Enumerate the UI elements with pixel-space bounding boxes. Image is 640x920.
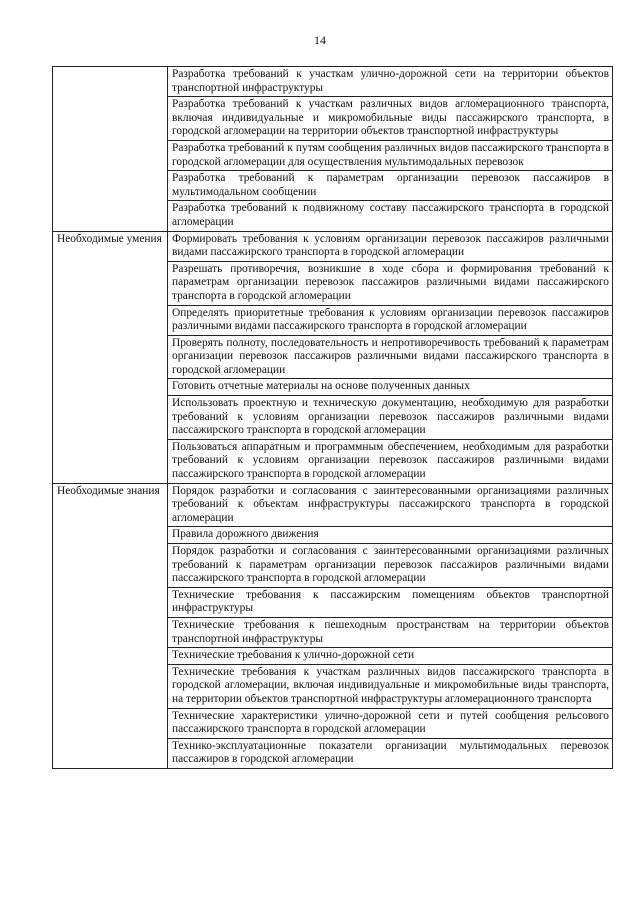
table-cell: Технические требования к пешеходным пространствам на территории объектов транспортной инфраструктуры bbox=[168, 617, 613, 647]
table-cell: Разрешать противоречия, возникшие в ходе сбора и формирования требований к параметрам организации перевозок пассажиров различными видами пассажирского транспорта в городской агломерации bbox=[168, 261, 613, 305]
table-cell: Технические требования к пассажирским помещениям объектов транспортной инфраструктуры bbox=[168, 587, 613, 617]
table-row bbox=[53, 67, 613, 97]
table-cell: Порядок разработки и согласования с заинтересованными организациями различных требований к параметрам организации перевозок пассажиров различными видами пассажирского транспорта в городской агломерации bbox=[168, 544, 613, 588]
table-cell: Разработка требований к параметрам организации перевозок пассажиров в мультимодальном сообщении bbox=[168, 171, 613, 201]
table-cell: Технические характеристики улично-дорожной сети и путей сообщения рельсового пассажирского транспорта в городской агломерации bbox=[168, 708, 613, 738]
table-cell: Определять приоритетные требования к условиям организации перевозок пассажиров различными видами пассажирского транспорта в городской агломерации bbox=[168, 305, 613, 335]
table-cell: Технико-эксплуатационные показатели организации мультимодальных перевозок пассажиров в городской агломерации bbox=[168, 738, 613, 768]
table-cell: Проверять полноту, последовательность и непротиворечивость требований к параметрам организации перевозок пассажиров различными видами пассажирского транспорта в городской агломерации bbox=[168, 335, 613, 379]
table-cell: Порядок разработки и согласования с заинтересованными организациями различных требований к объектам инфраструктуры пассажирского транспорта в городской агломерации bbox=[168, 483, 613, 527]
table-cell: Технические требования к улично-дорожной сети bbox=[168, 648, 613, 665]
section-label bbox=[53, 67, 168, 232]
table-cell: Формировать требования к условиям организации перевозок пассажиров различными видами пассажирского транспорта в городской агломерации bbox=[168, 231, 613, 261]
table-cell: Правила дорожного движения bbox=[168, 527, 613, 544]
table-cell: Технические требования к участкам различных видов пассажирского транспорта в городской агломерации, включая индивидуальные и микромобильные виды транспорта, на территории объектов транспортной инфраструктуры агломерационного транспорта bbox=[168, 664, 613, 708]
table-cell: Разработка требований к подвижному составу пассажирского транспорта в городской агломерации bbox=[168, 201, 613, 231]
table-cell: Использовать проектную и техническую документацию, необходимую для разработки требований к условиям организации перевозок пассажиров различными видами пассажирского транспорта в городской агломерации bbox=[168, 396, 613, 440]
table-cell: Разработка требований к участкам различных видов агломерационного транспорта, включая индивидуальные и микромобильные виды пассажирского транспорта, в городской агломерации на территории объектов транспортной инфраструктуры bbox=[168, 97, 613, 141]
section-label-knowledge: Необходимые знания bbox=[53, 483, 168, 768]
table-row bbox=[53, 231, 613, 261]
table-cell: Пользоваться аппаратным и программным обеспечением, необходимым для разработки требований к условиям организации перевозок пассажиров различными видами пассажирского транспорта в городской агломерации bbox=[168, 439, 613, 483]
page-number: 14 bbox=[314, 33, 326, 47]
table-cell: Разработка требований к путям сообщения различных видов пассажирского транспорта в городской агломерации для осуществления мультимодальных перевозок bbox=[168, 140, 613, 170]
requirements-table bbox=[52, 66, 613, 769]
table-cell: Готовить отчетные материалы на основе полученных данных bbox=[168, 379, 613, 396]
table-cell: Разработка требований к участкам улично-дорожной сети на территории объектов транспортной инфраструктуры bbox=[168, 67, 613, 97]
table-row bbox=[53, 483, 613, 527]
section-label-skills: Необходимые умения bbox=[53, 231, 168, 483]
